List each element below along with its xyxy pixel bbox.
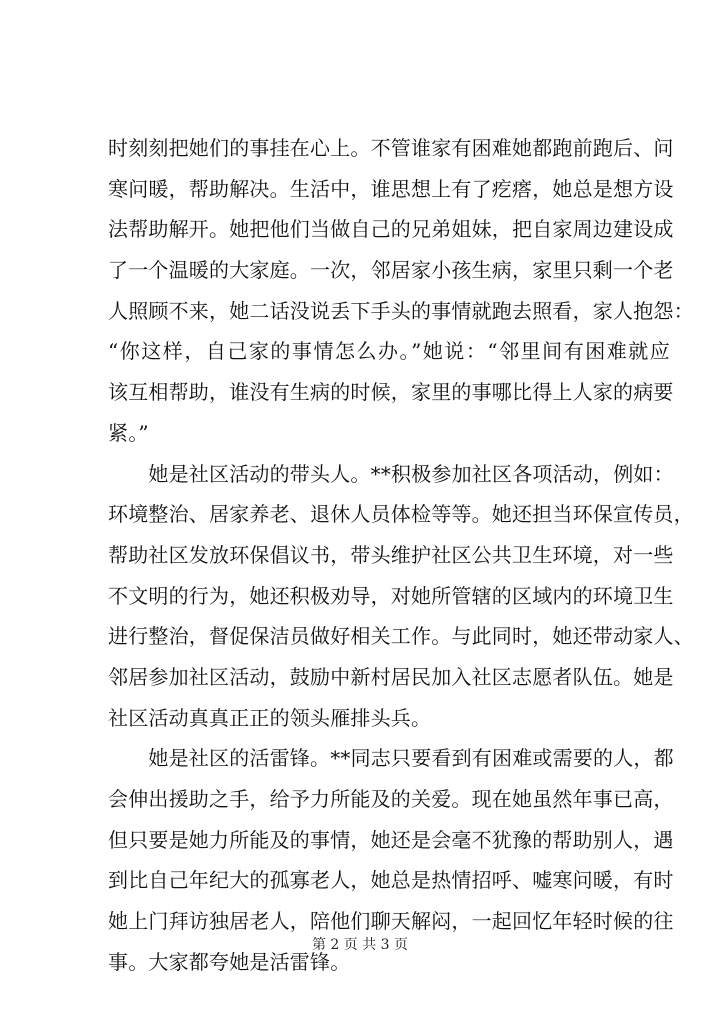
- text-line: 她是社区活动的带头人。**积极参加社区各项活动，例如：: [108, 461, 674, 486]
- body-text: [108, 128, 694, 982]
- text-line: 进行整治，督促保洁员做好相关工作。与此同时，她还带动家人、: [108, 624, 694, 649]
- text-line: 不文明的行为，她还积极劝导，对她所管辖的区域内的环境卫生: [108, 583, 674, 608]
- text-line: 紧。”: [108, 420, 149, 445]
- text-line: 环境整治、居家养老、退休人员体检等等。她还担当环保宣传员，: [108, 502, 694, 527]
- text-line: 她上门拜访独居老人，陪他们聊天解闷，一起回忆年轻时候的往: [108, 909, 674, 934]
- text-line: 社区活动真真正正的领头雁排头兵。: [108, 705, 432, 730]
- text-line: 邻居参加社区活动，鼓励中新村居民加入社区志愿者队伍。她是: [108, 664, 674, 689]
- text-line: 人照顾不来，她二话没说丢下手头的事情就跑去照看，家人抱怨：: [108, 298, 694, 323]
- page-footer: 第 2 页 共 3 页: [311, 937, 409, 953]
- text-line: 法帮助解开。她把他们当做自己的兄弟姐妹，把自家周边建设成: [108, 217, 674, 242]
- text-line: 但只要是她力所能及的事情，她还是会毫不犹豫的帮助别人，遇: [108, 827, 674, 852]
- text-line: “你这样，自己家的事情怎么办。”她说：“邻里间有困难就应: [108, 339, 670, 364]
- text-line: 了一个温暖的大家庭。一次，邻居家小孩生病，家里只剩一个老: [108, 258, 674, 283]
- text-line: 到比自己年纪大的孤寡老人，她总是热情招呼、嘘寒问暖，有时: [108, 868, 674, 893]
- text-line: 帮助社区发放环保倡议书，带头维护社区公共卫生环境，对一些: [108, 542, 674, 567]
- text-line: 该互相帮助，谁没有生病的时候，家里的事哪比得上人家的病要: [108, 380, 674, 405]
- text-line: 寒问暖，帮助解决。生活中，谁思想上有了疙瘩，她总是想方设: [108, 176, 674, 201]
- text-line: 她是社区的活雷锋。**同志只要看到有困难或需要的人，都: [108, 746, 674, 771]
- text-line: 时刻刻把她们的事挂在心上。不管谁家有困难她都跑前跑后、问: [108, 136, 674, 160]
- text-line: 会伸出援助之手，给予力所能及的关爱。现在她虽然年事已高，: [108, 787, 674, 811]
- text-line: 事。大家都夸她是活雷锋。: [108, 949, 351, 974]
